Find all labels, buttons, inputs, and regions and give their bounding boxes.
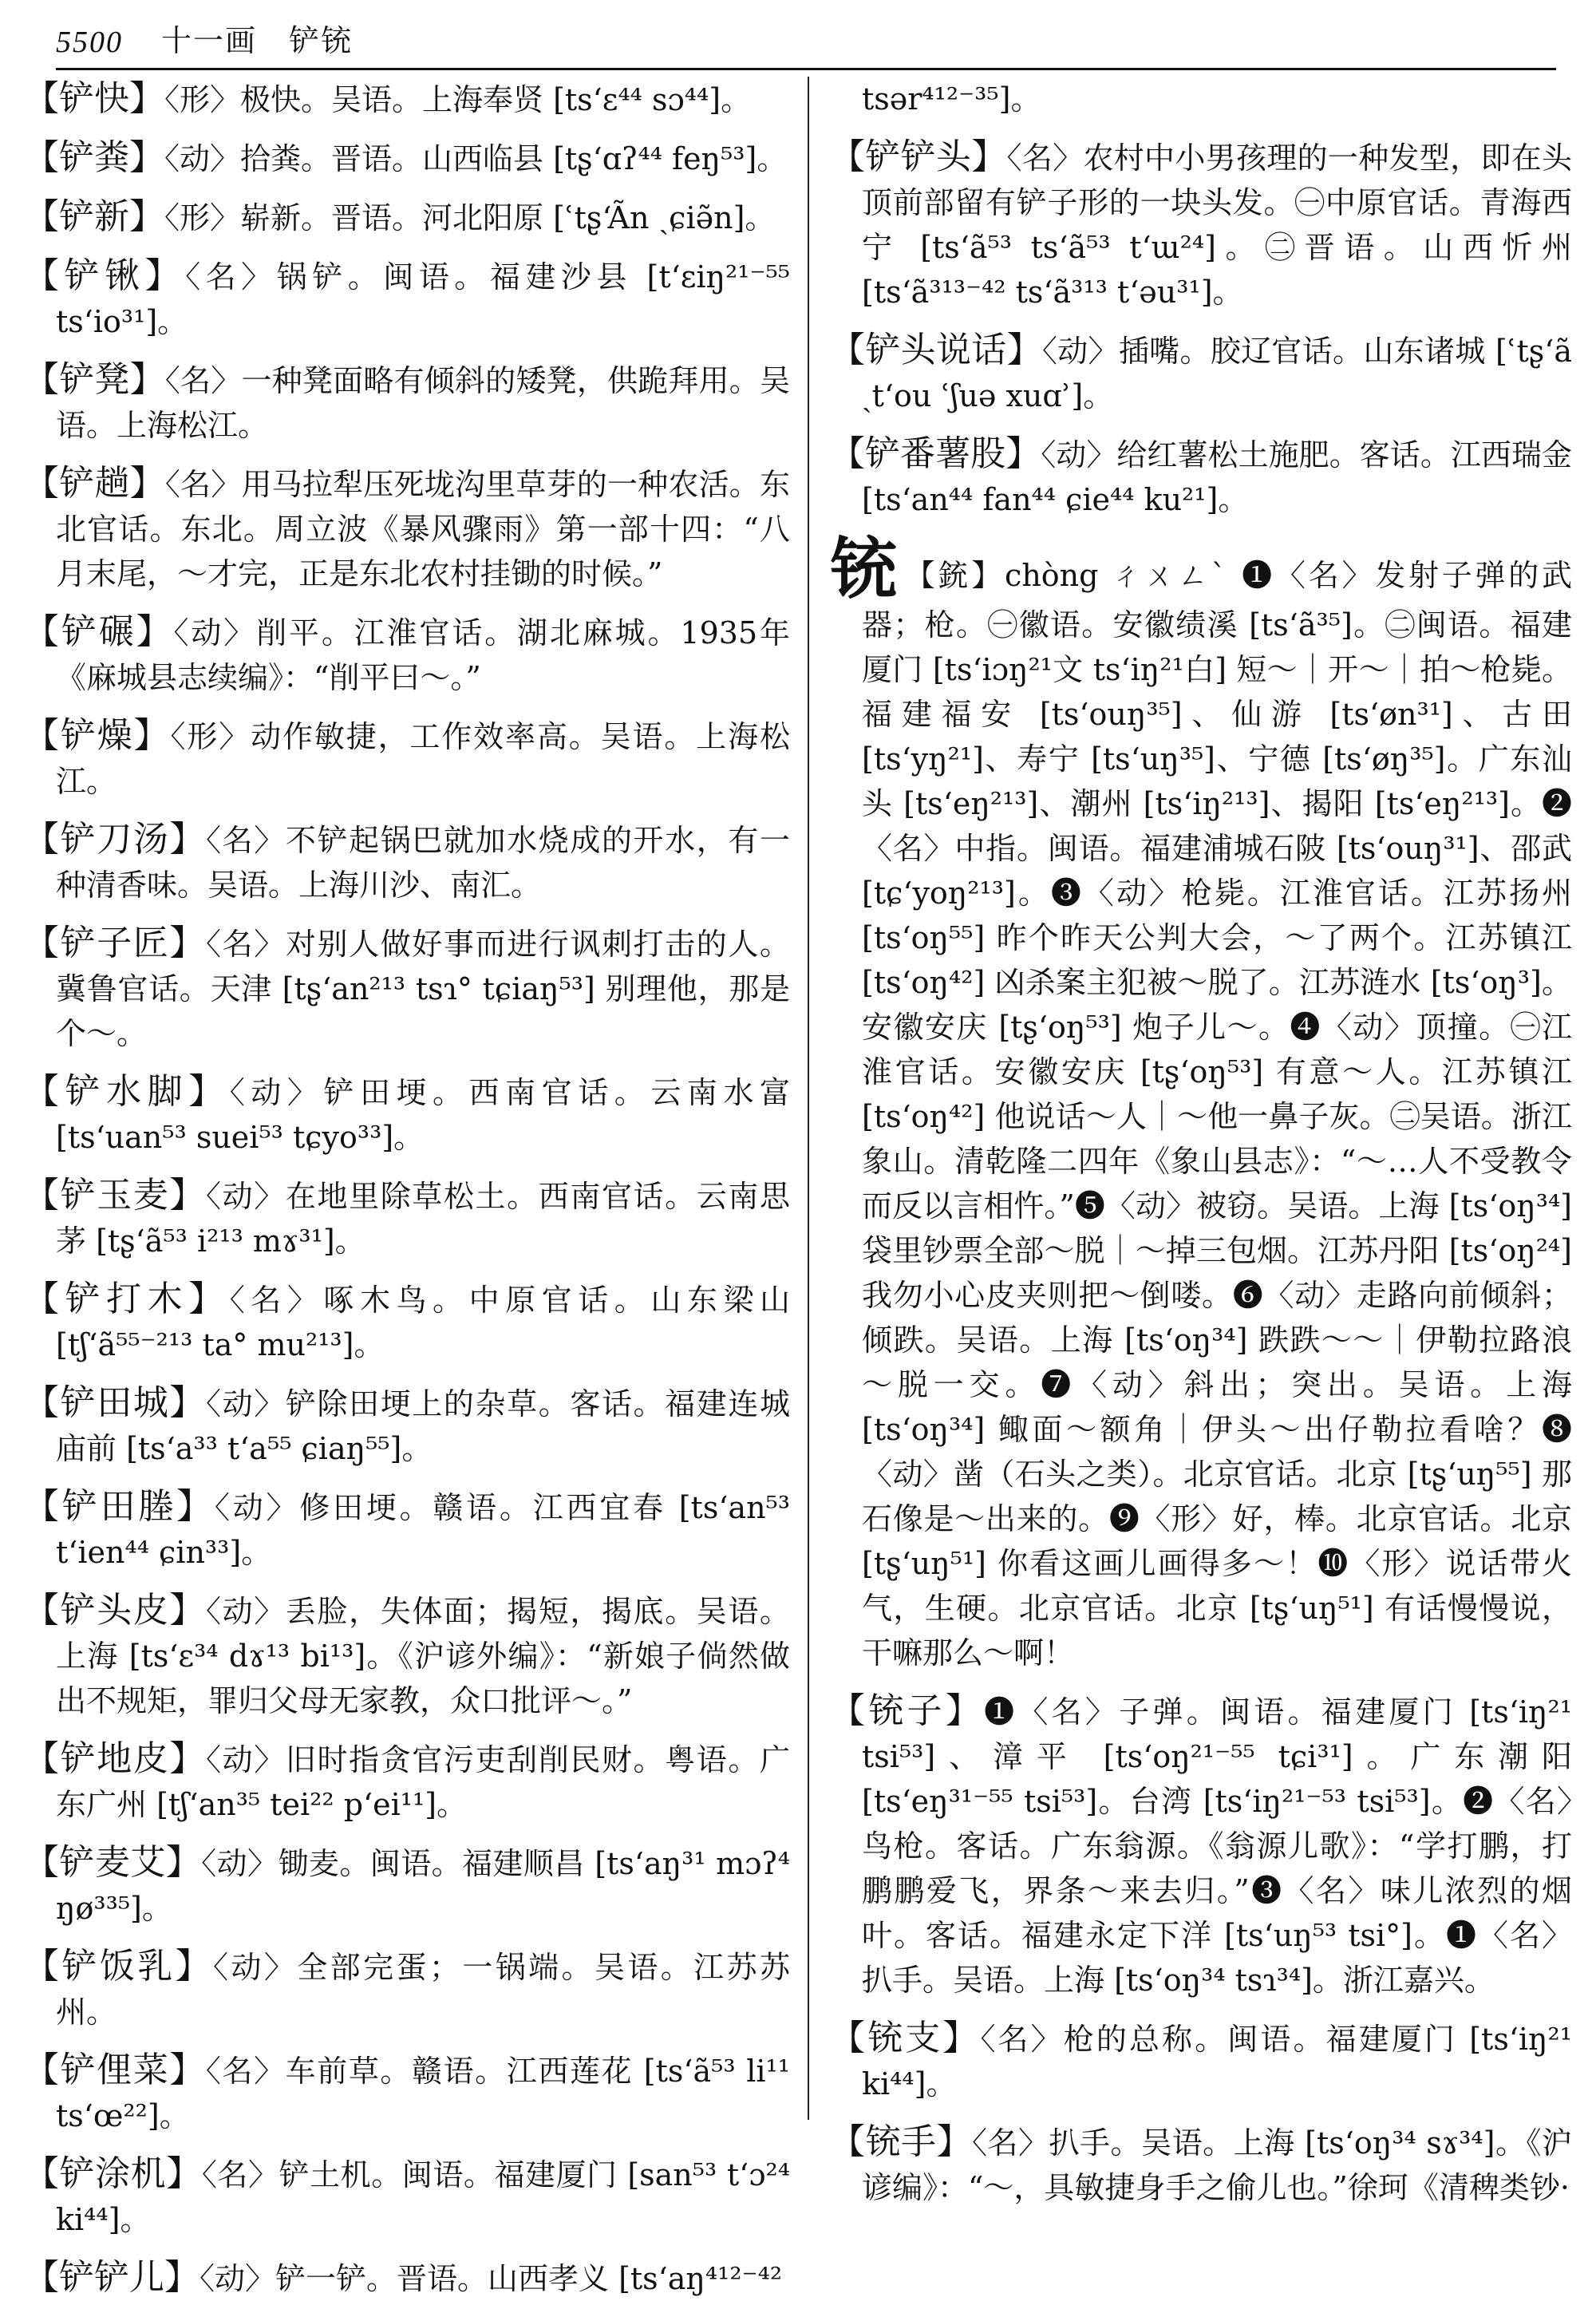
dictionary-entry xyxy=(24,254,790,344)
dictionary-entry xyxy=(24,1277,790,1367)
entry-headword: 【铲头说话】 xyxy=(830,330,1042,370)
entry-text: 〈名〉铲土机。闽语。福建厦门 [san⁵³ tʻɔ²⁴ ki⁴⁴]。 xyxy=(56,2157,790,2237)
entry-text: tsər⁴¹²⁻³⁵]。 xyxy=(862,81,1041,117)
entry-headword: 【铳手】 xyxy=(830,2121,973,2162)
dictionary-entry xyxy=(830,2016,1572,2106)
entry-text: 〈名〉一种凳面略有倾斜的矮凳，供跪拜用。吴语。上海松江。 xyxy=(56,363,790,443)
entry-headword: 【铲燥】 xyxy=(24,715,171,756)
dictionary-entry xyxy=(830,432,1572,522)
entry-text: 〈动〉削平。江淮官话。湖北麻城。1935年《麻城县志续编》：“削平曰～。” xyxy=(56,615,790,695)
dictionary-entry xyxy=(24,1944,790,2034)
dictionary-entry xyxy=(830,135,1572,314)
dictionary-entry xyxy=(24,1588,790,1723)
left-column xyxy=(24,77,791,2298)
entry-headword: 【铲田塍】 xyxy=(24,1486,215,1527)
dictionary-entry xyxy=(830,529,1572,1675)
dictionary-entry xyxy=(24,714,790,804)
dictionary-entry xyxy=(24,358,790,448)
entry-text: 〈形〉动作敏捷，工作效率高。吴语。上海松江。 xyxy=(56,719,790,799)
entry-text: 〈动〉拾粪。晋语。山西临县 [tʂʻɑʔ⁴⁴ feŋ⁵³]。 xyxy=(164,141,788,176)
entry-headword: 【铲锹】 xyxy=(24,255,186,296)
entry-headword: 【铲凳】 xyxy=(24,359,165,400)
entry-text: 〈形〉崭新。晋语。河北阳原 [ʿtʂʻÃn ˏɕiə̃n]。 xyxy=(164,200,776,235)
entry-text: 〈名〉锅铲。闽语。福建沙县 [tʻɛiŋ²¹⁻⁵⁵ tsʻio³¹]。 xyxy=(56,259,791,339)
entry-headword: 【铲粪】 xyxy=(24,137,164,178)
dictionary-entry xyxy=(24,1381,790,1471)
entry-text: 〈名〉对别人做好事而进行讽刺打击的人。冀鲁官话。天津 [tʂʻan²¹³ tsɿ° tɕiaŋ⁵³] 别理他，那是个～。 xyxy=(56,927,790,1051)
column-divider xyxy=(808,77,809,2120)
dictionary-entry xyxy=(24,817,790,907)
entry-headword: 【铲子匠】 xyxy=(24,923,207,963)
entry-headword: 【铲玉麦】 xyxy=(24,1175,207,1216)
entry-headword: 【铲麦艾】 xyxy=(24,1842,202,1883)
entry-text: 〈动〉丢脸，失体面；揭短，揭底。吴语。上海 [tsʻɛ³⁴ dɤ¹³ bi¹³]。《沪谚外编》：“新娘子倘然做出不规矩，罪归父母无家教，众口批评～。” xyxy=(56,1594,790,1718)
entry-text: 〈动〉在地里除草松土。西南官话。云南思茅 [tʂʻã⁵³ i²¹³ mɤ³¹]。 xyxy=(56,1179,790,1259)
dictionary-entry xyxy=(24,195,790,240)
dictionary-entry xyxy=(24,1069,790,1160)
entry-text: 〈动〉铲一铲。晋语。山西孝义 [tsʻaŋ⁴¹²⁻⁴² xyxy=(200,2261,783,2296)
dictionary-entry xyxy=(24,461,790,596)
entry-headword: 【铲新】 xyxy=(24,196,164,237)
dictionary-entry xyxy=(24,136,790,181)
entry-text: 〈动〉给红薯松土施肥。客话。江西瑞金 [tsʻan⁴⁴ fan⁴⁴ ɕie⁴⁴ ku²¹]。 xyxy=(862,437,1572,517)
entry-headword: 【铲田城】 xyxy=(24,1382,207,1423)
dictionary-entry xyxy=(830,328,1572,418)
dictionary-entry xyxy=(24,2048,790,2138)
entry-headword: 【铲涂机】 xyxy=(24,2153,202,2194)
entry-text: 〈名〉不铲起锅巴就加水烧成的开水，有一种清香味。吴语。上海川沙、南汇。 xyxy=(56,823,790,903)
page-number: 5500 xyxy=(56,26,123,59)
entry-headword: 【铲俚菜】 xyxy=(24,2050,206,2090)
entry-text: 〈名〉用马拉犁压死垅沟里草芽的一种农活。东北官话。东北。周立波《暴风骤雨》第一部十四：“八月末尾，～才完，正是东北农村挂锄的时候。” xyxy=(56,467,790,591)
dictionary-entry xyxy=(24,77,790,122)
running-head: 铲铳 xyxy=(289,23,354,58)
entry-text: 〈动〉锄麦。闽语。福建顺昌 [tsʻaŋ³¹ mɔʔ⁴ ŋø³³⁵]。 xyxy=(56,1846,791,1926)
main-headword: 铳 xyxy=(830,529,900,608)
dictionary-entry xyxy=(24,1737,790,1827)
entry-text: 〈名〉农村中小男孩理的一种发型，即在头顶前部留有铲子形的一块头发。㊀中原官话。青海西宁 [tsʻã⁵³ tsʻã⁵³ tʻɯ²⁴]。㊁晋语。山西忻州 [tsʻã³¹³⁻⁴² tsʻã³¹³ tʻəu³¹]。 xyxy=(862,140,1572,310)
entry-text: 〈动〉旧时指贪官污吏刮削民财。粤语。广东广州 [tʃʻan³⁵ tei²² pʻei¹¹]。 xyxy=(56,1742,790,1822)
dictionary-entry xyxy=(830,2120,1572,2210)
right-column xyxy=(830,77,1573,2205)
dictionary-entry xyxy=(830,77,1572,121)
entry-headword: 【铲铲儿】 xyxy=(24,2257,200,2298)
dictionary-entry xyxy=(24,610,790,700)
entry-text: 〈名〉车前草。赣语。江西莲花 [tsʻã⁵³ li¹¹ tsʻœ²²]。 xyxy=(56,2054,790,2133)
entry-headword: 【铲头皮】 xyxy=(24,1590,207,1631)
dictionary-entry xyxy=(24,1485,790,1575)
entry-text: 【銃】chòng ㄔㄨㄥˋ ❶〈名〉发射子弹的武器；枪。㊀徽语。安徽绩溪 [tsʻã³⁵]。㊁闽语。福建厦门 [tsʻiɔŋ²¹文 tsʻiŋ²¹白] 短～｜开～｜拍～枪毙。福建福安 [tsʻouŋ³⁵]、仙游 [tsʻøn³¹]、古田 [tsʻyŋ²¹]、寿宁 [tsʻuŋ³⁵]、宁德 [tsʻøŋ³⁵]。广东汕头 [tsʻeŋ²¹³]、潮州 [tsʻiŋ²¹³]、揭阳 [tsʻeŋ²¹³]。❷〈名〉中指。闽语。福建浦城石陂 [tsʻouŋ³¹]、邵武 [tɕʻyoŋ²¹³]。❸〈动〉枪毙。江淮官话。江苏扬州 [tsʻoŋ⁵⁵] 昨个昨天公判大会，～了两个。江苏镇江 [tsʻoŋ⁴²] 凶杀案主犯被～脱了。江苏涟水 [tsʻoŋ³]。安徽安庆 [tʂʻoŋ⁵³] 炮子儿～。❹〈动〉顶撞。㊀江淮官话。安徽安庆 [tʂʻoŋ⁵³] 有意～人。江苏镇江 [tsʻoŋ⁴²] 他说话～人｜～他一鼻子灰。㊁吴语。浙江象山。清乾隆二四年《象山县志》：“～…人不受教令而反以言相忤。”❺〈动〉被窃。吴语。上海 [tsʻoŋ³⁴] 袋里钞票全部～脱｜～掉三包烟。江苏丹阳 [tsʻoŋ²⁴] 我勿小心皮夹则把～倒喽。❻〈动〉走路向前倾斜；倾跌。吴语。上海 [tsʻoŋ³⁴] 跌跌～～｜伊勒拉路浪～脱一交。❼〈动〉斜出；突出。吴语。上海 [tsʻoŋ³⁴] 鲰面～额角｜伊头～出仔勒拉看啥？❽〈动〉凿（石头之类）。北京官话。北京 [tʂʻuŋ⁵⁵] 那石像是～出来的。❾〈形〉好，棒。北京官话。北京 [tʂʻuŋ⁵¹] 你看这画儿画得多～！❿〈形〉说话带火气，生硬。北京官话。北京 [tʂʻuŋ⁵¹] 有话慢慢说，干嘛那么～啊！ xyxy=(862,558,1572,1670)
dictionary-entry xyxy=(24,2152,790,2242)
entry-headword: 【铲饭乳】 xyxy=(24,1946,214,1987)
dictionary-entry xyxy=(24,1840,790,1931)
entry-headword: 【铲碾】 xyxy=(24,611,174,652)
entry-headword: 【铳子】 xyxy=(830,1690,985,1731)
entry-headword: 【铲铲头】 xyxy=(830,136,1007,177)
dictionary-entry xyxy=(24,921,790,1056)
entry-headword: 【铲地皮】 xyxy=(24,1738,207,1779)
dictionary-entry xyxy=(830,1689,1572,2003)
entry-text: 〈名〉扒手。吴语。上海 [tsʻoŋ³⁴ sɤ³⁴]。《沪谚编》：“～，具敏捷身手之偷儿也。”徐珂《清稗类钞· xyxy=(862,2125,1572,2205)
entry-text: 〈动〉插嘴。胶辽官话。山东诸城 [ʿtʂʻã ˏtʻou ʿʃuə xuɑʾ]。 xyxy=(862,334,1572,413)
page-header xyxy=(56,18,1556,70)
dictionary-entry xyxy=(24,2256,790,2301)
entry-headword: 【铲番薯股】 xyxy=(830,433,1041,474)
entry-headword: 【铲趟】 xyxy=(24,463,165,504)
entry-headword: 【铳支】 xyxy=(830,2018,981,2058)
dictionary-entry xyxy=(24,1173,790,1263)
entry-headword: 【铲快】 xyxy=(24,78,164,119)
entry-headword: 【铲刀汤】 xyxy=(24,819,207,860)
stroke-section: 十一画 xyxy=(161,23,258,58)
entry-text: 〈动〉铲除田埂上的杂草。客话。福建连城庙前 [tsʻa³³ tʻa⁵⁵ ɕiaŋ⁵⁵]。 xyxy=(56,1386,790,1466)
entry-text: 〈动〉铲田埂。西南官话。云南水富 [tsʻuan⁵³ suei⁵³ tɕyo³³]。 xyxy=(56,1075,790,1155)
entry-text: 〈动〉全部完蛋；一锅端。吴语。江苏苏州。 xyxy=(56,1950,790,2030)
entry-headword: 【铲水脚】 xyxy=(24,1071,230,1112)
entry-text: ❶〈名〉子弹。闽语。福建厦门 [tsʻiŋ²¹ tsi⁵³]、漳平 [tsʻoŋ²¹⁻⁵⁵ tɕi³¹]。广东潮阳 [tsʻeŋ³¹⁻⁵⁵ tsi⁵³]。台湾 [tsʻiŋ²¹⁻⁵³ tsi⁵³]。❷〈名〉鸟枪。客话。广东翁源。《翁源儿歌》：“学打鹏，打鹏鹏爱飞，界条～来去归。”❸〈名〉味儿浓烈的烟叶。客话。福建永定下洋 [tsʻuŋ⁵³ tsi°]。❶〈名〉扒手。吴语。上海 [tsʻoŋ³⁴ tsɿ³⁴]。浙江嘉兴。 xyxy=(862,1694,1573,1998)
entry-text: 〈名〉枪的总称。闽语。福建厦门 [tsʻiŋ²¹ ki⁴⁴]。 xyxy=(862,2022,1573,2101)
entry-text: 〈名〉啄木鸟。中原官话。山东梁山 [tʃʻã⁵⁵⁻²¹³ ta° mu²¹³]。 xyxy=(56,1283,790,1362)
entry-text: 〈形〉极快。吴语。上海奉贤 [tsʻɛ⁴⁴ sɔ⁴⁴]。 xyxy=(164,82,752,117)
entry-headword: 【铲打木】 xyxy=(24,1279,230,1319)
entry-text: 〈动〉修田埂。赣语。江西宜春 [tsʻan⁵³ tʻien⁴⁴ ɕin³³]。 xyxy=(56,1490,791,1570)
